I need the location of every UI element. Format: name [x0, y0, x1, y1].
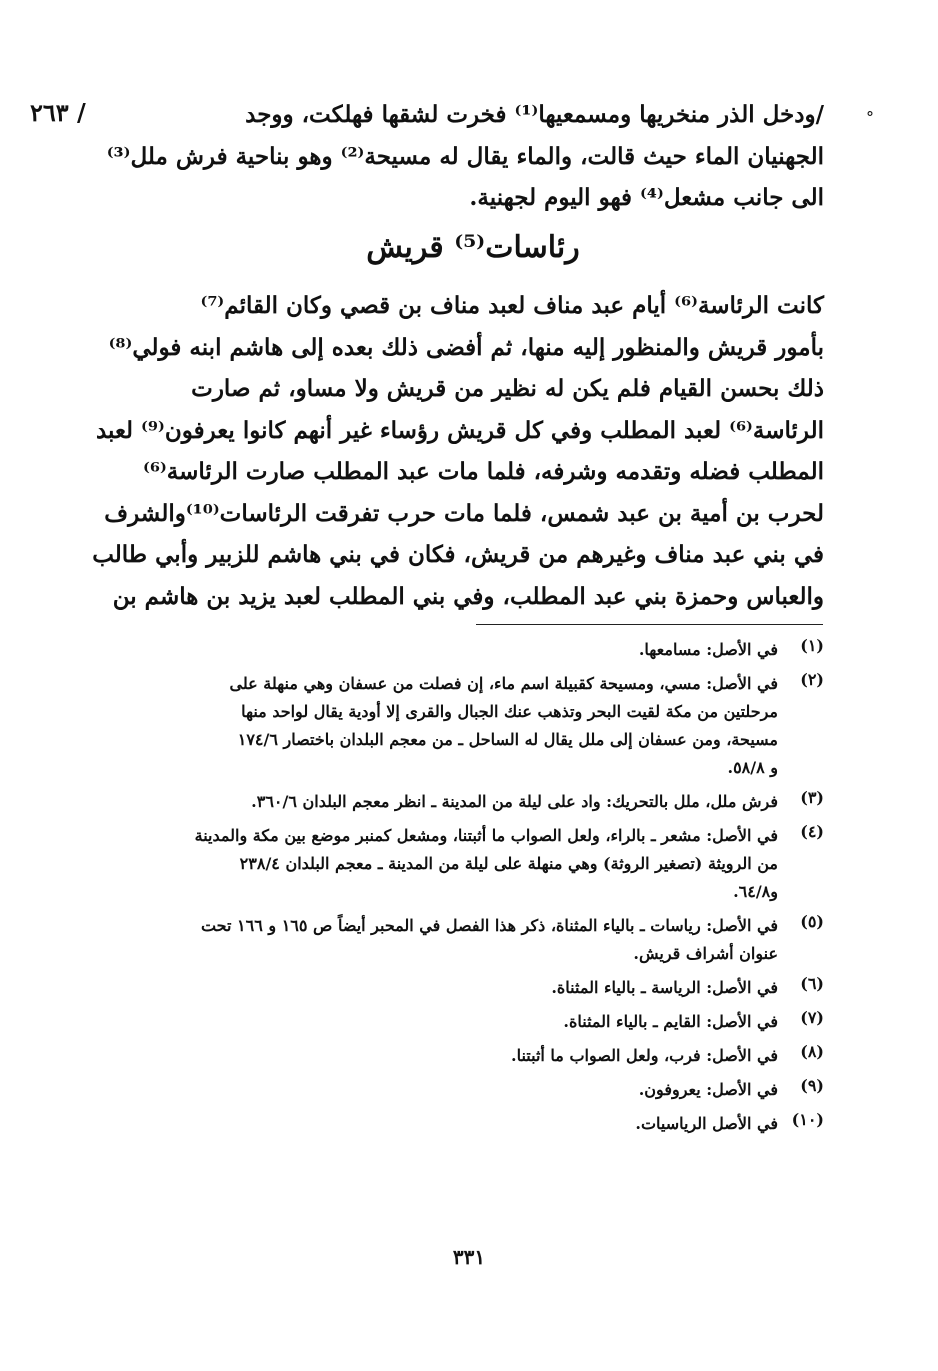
- text-line: الرئاسة⁽⁶⁾ لعبد المطلب وفي كل قريش رؤساء غير أنهم كانوا يعرفون⁽⁹⁾ لعبد: [95, 416, 824, 444]
- footnote-line: فرش ملل، ملل بالتحريك: واد على ليلة من المدينة ـ انظر معجم البلدان ٣٦٠/٦.: [251, 792, 778, 811]
- footnote-line: مسيحة، ومن عسفان إلى ملل يقال له الساحل ـ من معجم البلدان باختصار ١٧٤/٦: [237, 730, 778, 749]
- footnote-line: و ٥٨/٨.: [727, 758, 778, 777]
- text-line: في بني عبد مناف وغيرهم من قريش، فكان في بني هاشم للزبير وأبي طالب: [92, 541, 824, 568]
- footnote-line: و٦٤/٨.: [733, 882, 778, 901]
- margin-marker: °: [866, 108, 874, 127]
- footnote: [122, 670, 824, 782]
- section-heading: رئاسات⁽⁵⁾ قريش: [366, 230, 580, 265]
- footnote-line: في الأصل: مسامعها.: [638, 640, 778, 659]
- text-line: الى جانب مشعل⁽⁴⁾ فهو اليوم لجهنية.: [469, 184, 824, 211]
- footnote-line: في الأصل: يعروفون.: [638, 1080, 778, 1099]
- text-line: /ودخل الذر منخريها ومسمعيها⁽¹⁾ فخرت لشقها فهلكت، ووجد: [245, 101, 824, 128]
- text-line: المطلب فضله وتقدمه وشرفه، فلما مات عبد المطلب صارت الرئاسة⁽⁶⁾: [143, 458, 824, 485]
- footnote-number: (٦): [800, 974, 824, 993]
- text-line: والعباس وحمزة بني عبد المطلب، وفي بني المطلب لعبد يزيد بن هاشم بن: [112, 582, 824, 610]
- footnote-line: في الأصل: القايم ـ بالياء المثناة.: [563, 1012, 778, 1031]
- margin-page-reference: / ٢٦٣: [30, 98, 86, 127]
- text-line: بأمور قريش والمنظور إليه منها، ثم أفضى ذلك بعده إلى هاشم ابنه فولي⁽⁸⁾: [108, 333, 824, 361]
- footnote-number: (٩): [800, 1076, 824, 1095]
- footnote: [122, 1008, 824, 1036]
- footnote-number: (١): [800, 636, 824, 655]
- page-number: ٣٣١: [452, 1245, 486, 1269]
- footnote-number: (٤): [800, 822, 824, 841]
- footnote: [122, 822, 824, 906]
- footnote-line: في الأصل: رياسات ـ بالياء المثناة، ذكر هذا الفصل في المحبر أيضاً ص ١٦٥ و ١٦٦ تحت: [200, 916, 778, 935]
- footnote: [122, 1076, 824, 1104]
- footnote-number: (٥): [800, 912, 824, 931]
- text-line: الجهنيان الماء حيث قالت، والماء يقال له مسيحة⁽²⁾ وهو بناحية فرش ملل⁽³⁾: [106, 142, 824, 170]
- footnote-line: في الأصل: فرب، ولعل الصواب ما أثبتنا.: [511, 1046, 778, 1065]
- footnote-line: مرحلتين من مكة لقيت البحر وتذهب عنك الجبال والقرى إلا أودية يقال لواحد منها: [241, 702, 778, 721]
- footnote: [122, 1042, 824, 1070]
- footnote-line: عنوان أشراف قريش.: [633, 944, 778, 963]
- text-line: ذلك بحسن القيام فلم يكن له نظير من قريش ولا مساو، ثم صارت: [191, 375, 824, 402]
- footnote-number: (٢): [800, 670, 824, 689]
- footnote-line: في الأصل: مشعر ـ بالراء، ولعل الصواب ما أثبتنا، ومشعل كمنبر موضع بين مكة والمدينة: [194, 826, 778, 845]
- footnote-line: في الأصل الرياسيات.: [635, 1114, 778, 1133]
- intro-paragraph: [106, 94, 824, 219]
- footnote-number: (٧): [800, 1008, 824, 1027]
- footnote-number: (٨): [800, 1042, 824, 1061]
- footnote: [122, 912, 824, 968]
- footnote: [122, 1110, 824, 1138]
- footnotes: [122, 636, 824, 1144]
- footnote-number: (١٠): [791, 1110, 824, 1129]
- footnote-divider: [476, 624, 823, 625]
- footnote-line: من الرويثة (تصغير الروثة) وهي منهلة على ليلة من المدينة ـ معجم البلدان ٢٣٨/٤: [239, 854, 778, 873]
- body-paragraph: [92, 285, 824, 617]
- footnote: [122, 974, 824, 1002]
- footnote-line: في الأصل: الرياسة ـ بالياء المثناة.: [551, 978, 778, 997]
- footnote-line: في الأصل: مسي، ومسيحة كقبيلة اسم ماء، إن فصلت من عسفان وهي منهلة على: [229, 674, 778, 693]
- footnote-number: (٣): [800, 788, 824, 807]
- footnote: [122, 636, 824, 664]
- text-line: كانت الرئاسة⁽⁶⁾ أيام عبد مناف لعبد مناف بن قصي وكان القائم⁽⁷⁾: [200, 292, 824, 319]
- text-line: لحرب بن أمية بن عبد شمس، فلما مات حرب تفرقت الرئاسات⁽¹⁰⁾والشرف: [104, 499, 824, 527]
- footnote: [122, 788, 824, 816]
